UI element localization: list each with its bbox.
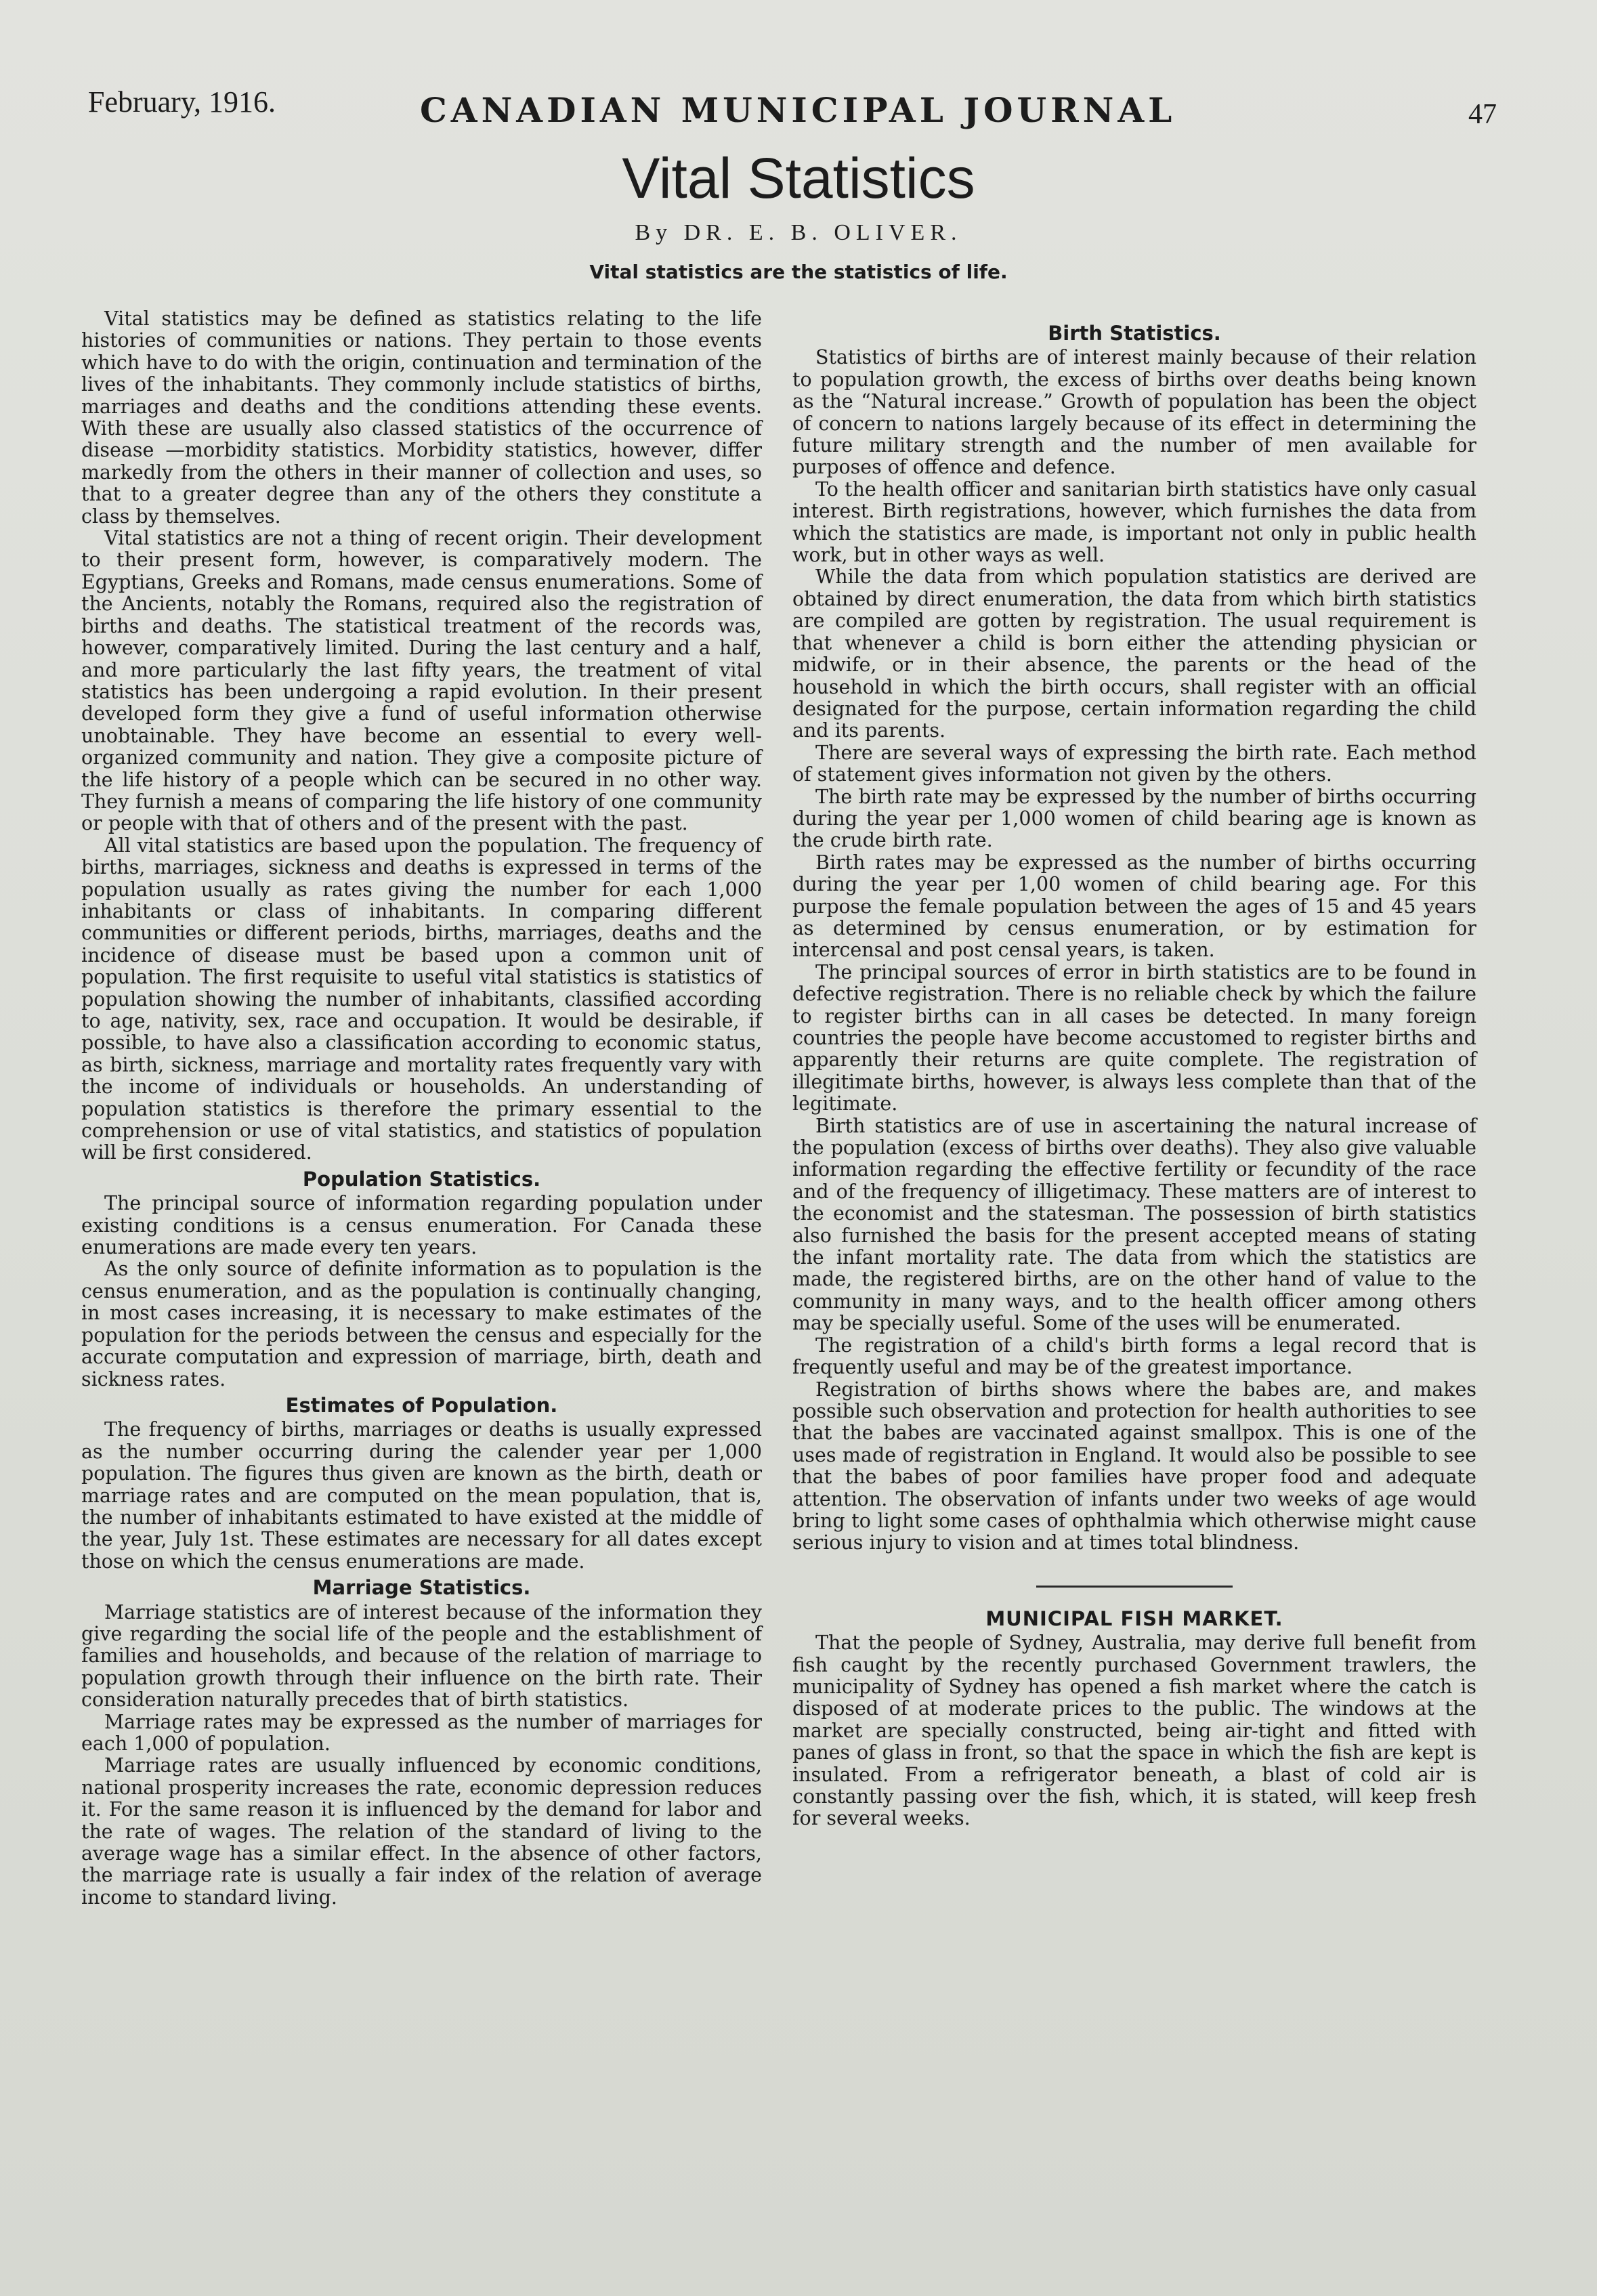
- paragraph: Marriage statistics are of interest because of the information they give regarding the social life of the people and the establishment of families and households, and because of the relation of marriage to population growth through their influence on the birth rate. Their consideration naturally precedes that of birth statistics.: [81, 1600, 762, 1712]
- journal-name: CANADIAN MUNICIPAL JOURNAL: [420, 90, 1176, 130]
- paragraph: There are several ways of expressing the birth rate. Each method of statement gives information not given by the others.: [792, 741, 1476, 786]
- section-heading-population: Population Statistics.: [302, 1167, 541, 1191]
- right-column: [792, 318, 1476, 1830]
- paragraph: While the data from which population statistics are derived are obtained by direct enumeration, the data from which birth statistics are compiled are gotten by registration. The usual requirement is that whenever a child is born either the attending physician or midwife, or in their absence, the parents or the head of the household in which the birth occurs, shall register with an official designated for the purpose, certain information regarding the child and its parents.: [792, 566, 1476, 742]
- paragraph: Vital statistics may be defined as statistics relating to the life histories of communities or nations. They pertain to those events which have to do with the origin, continuation and termination of the lives of the inhabitants. They commonly include statistics of births, marriages and deaths and the conditions attending these events. With these are usually also classed statistics of the occurrence of disease —morbidity statistics. Morbidity statistics, however, differ markedly from the others in their manner of collection and uses, so that to a greater degree than any of the others they constitute a class by themselves.: [81, 307, 762, 528]
- section-heading-estimates: Estimates of Population.: [285, 1393, 558, 1417]
- paragraph: As the only source of definite information as to population is the census enumeration, and as the population is continually changing, in most cases increasing, it is necessary to make estimates of the population for the periods between the census and especially for the accurate computation and expression of marriage, birth, death and sickness rates.: [81, 1258, 762, 1390]
- paragraph: The birth rate may be expressed by the number of births occurring during the year per 1,000 women of child bearing age is known as the crude birth rate.: [792, 785, 1476, 852]
- paragraph: Birth statistics are of use in ascertaining the natural increase of the population (excess of births over deaths). They also give valuable information regarding the effective fertility or fecundity of the race and of the frequency of illigetimacy. These matters are of interest to the economist and the statesman. The possession of birth statistics also furnished the basis for the present accepted means of stating the infant mortality rate. The data from which the statistics are made, the registered births, are on the other hand of value to the community in many ways, and to the health officer among others may be specially useful. Some of the uses will be enumerated.: [792, 1114, 1476, 1335]
- section-heading-marriage: Marriage Statistics.: [312, 1576, 531, 1600]
- paragraph: Vital statistics are not a thing of recent origin. Their development to their present form, however, is comparatively modern. The Egyptians, Greeks and Romans, made census enumerations. Some of the Ancients, notably the Romans, required also the registration of births and deaths. The statistical treatment of the records was, however, comparatively limited. During the last century and a half, and more particularly the last fifty years, the treatment of vital statistics has been undergoing a rapid evolution. In their present developed form they give a fund of useful information otherwise unobtainable. They have become an essential to every well-organized community and nation. They give a composite picture of the life history of a people which can be secured in no other way. They furnish a means of comparing the life history of one community or people with that of others and of the present with the past.: [81, 527, 762, 835]
- paragraph: Statistics of births are of interest mainly because of their relation to population growth, the excess of births over deaths being known as the “Natural increase.” Growth of population has been the object of concern to nations largely because of its effect in determining the future military strength and the number of men available for purposes of offence and defence.: [792, 346, 1476, 479]
- section-heading-birth: Birth Statistics.: [1048, 322, 1221, 345]
- paragraph: The principal source of information regarding population under existing conditions is a census enumeration. For Canada these enumerations are made every ten years.: [81, 1192, 762, 1259]
- paragraph: The principal sources of error in birth statistics are to be found in defective registration. There is no reliable check by which the failure to register births can in all cases be detected. In many foreign countries the people have become accustomed to register births and apparently their returns are quite complete. The registration of illegitimate births, however, is always less complete than that of the legitimate.: [792, 960, 1476, 1115]
- page-number: 47: [1468, 99, 1497, 130]
- paragraph: Registration of births shows where the babes are, and makes possible such observation and protection for health authorities to see that the babes are vaccinated against smallpox. This is one of the uses made of registration in England. It would also be possible to see that the babes of poor families have proper food and adequate attention. The observation of infants under two weeks of age would bring to light some cases of ophthalmia which otherwise might cause serious injury to vision and at times total blindness.: [792, 1378, 1476, 1554]
- paragraph: The frequency of births, marriages or deaths is usually expressed as the number occurring during the calender year per 1,000 population. The figures thus given are known as the birth, death or marriage rates and are computed on the mean population, that is, the number of inhabitants estimated to have existed at the middle of the year, July 1st. These estimates are necessary for all dates except those on which the census enumerations are made.: [81, 1418, 762, 1573]
- paragraph: All vital statistics are based upon the population. The frequency of births, marriages, sickness and deaths is expressed in terms of the population usually as rates giving the number for each 1,000 inhabitants or class of inhabitants. In comparing different communities or different periods, births, marriages, deaths and the incidence of disease must be based upon a common unit of population. The first requisite to useful vital statistics is statistics of population showing the number of inhabitants, classified according to age, nativity, sex, race and occupation. It would be desirable, if possible, to have also a classification according to economic status, as birth, sickness, marriage and mortality rates frequently vary with the income of individuals or households. An understanding of population statistics is therefore the primary essential to the comprehension or use of vital statistics, and statistics of population will be first considered.: [81, 834, 762, 1164]
- section-heading-fish-market: MUNICIPAL FISH MARKET.: [985, 1607, 1283, 1630]
- article-title: Vital Statistics: [622, 146, 975, 210]
- issue-date: February, 1916.: [88, 85, 276, 119]
- paragraph: The registration of a child's birth forms a legal record that is frequently useful and may be of the greatest importance.: [792, 1334, 1476, 1379]
- paragraph: That the people of Sydney, Australia, may derive full benefit from fish caught by the recently purchased Government trawlers, the municipality of Sydney has opened a fish market where the catch is disposed of at moderate prices to the public. The windows at the market are specially constructed, being air-tight and fitted with panes of glass in front, so that the space in which the fish are kept is insulated. From a refrigerator beneath, a blast of cold air is constantly passing over the fish, which, it is stated, will keep fresh for several weeks.: [792, 1632, 1476, 1830]
- running-head: [88, 78, 1497, 139]
- paragraph: Marriage rates are usually influenced by economic conditions, national prosperity increases the rate, economic depression reduces it. For the same reason it is influenced by the demand for labor and the rate of wages. The relation of the standard of living to the average wage has a similar effect. In the absence of other factors, the marriage rate is usually a fair index of the relation of average income to standard living.: [81, 1754, 762, 1909]
- article-byline: By DR. E. B. OLIVER.: [635, 220, 962, 245]
- article-subtitle: Vital statistics are the statistics of life.: [589, 261, 1008, 283]
- left-column: [81, 308, 762, 1909]
- paragraph: To the health officer and sanitarian birth statistics have only casual interest. Birth registrations, however, which furnishes the data from which the statistics are made, is important not only in public health work, but in other ways as well.: [792, 477, 1476, 567]
- paragraph: Birth rates may be expressed as the number of births occurring during the year per 1,00 women of child bearing age. For this purpose the female population between the ages of 15 and 45 years as determined by census enumeration, or by estimation for intercensal and post censal years, is taken.: [792, 851, 1476, 962]
- paragraph: Marriage rates may be expressed as the number of marriages for each 1,000 of population.: [81, 1710, 762, 1755]
- section-divider: [1036, 1586, 1233, 1588]
